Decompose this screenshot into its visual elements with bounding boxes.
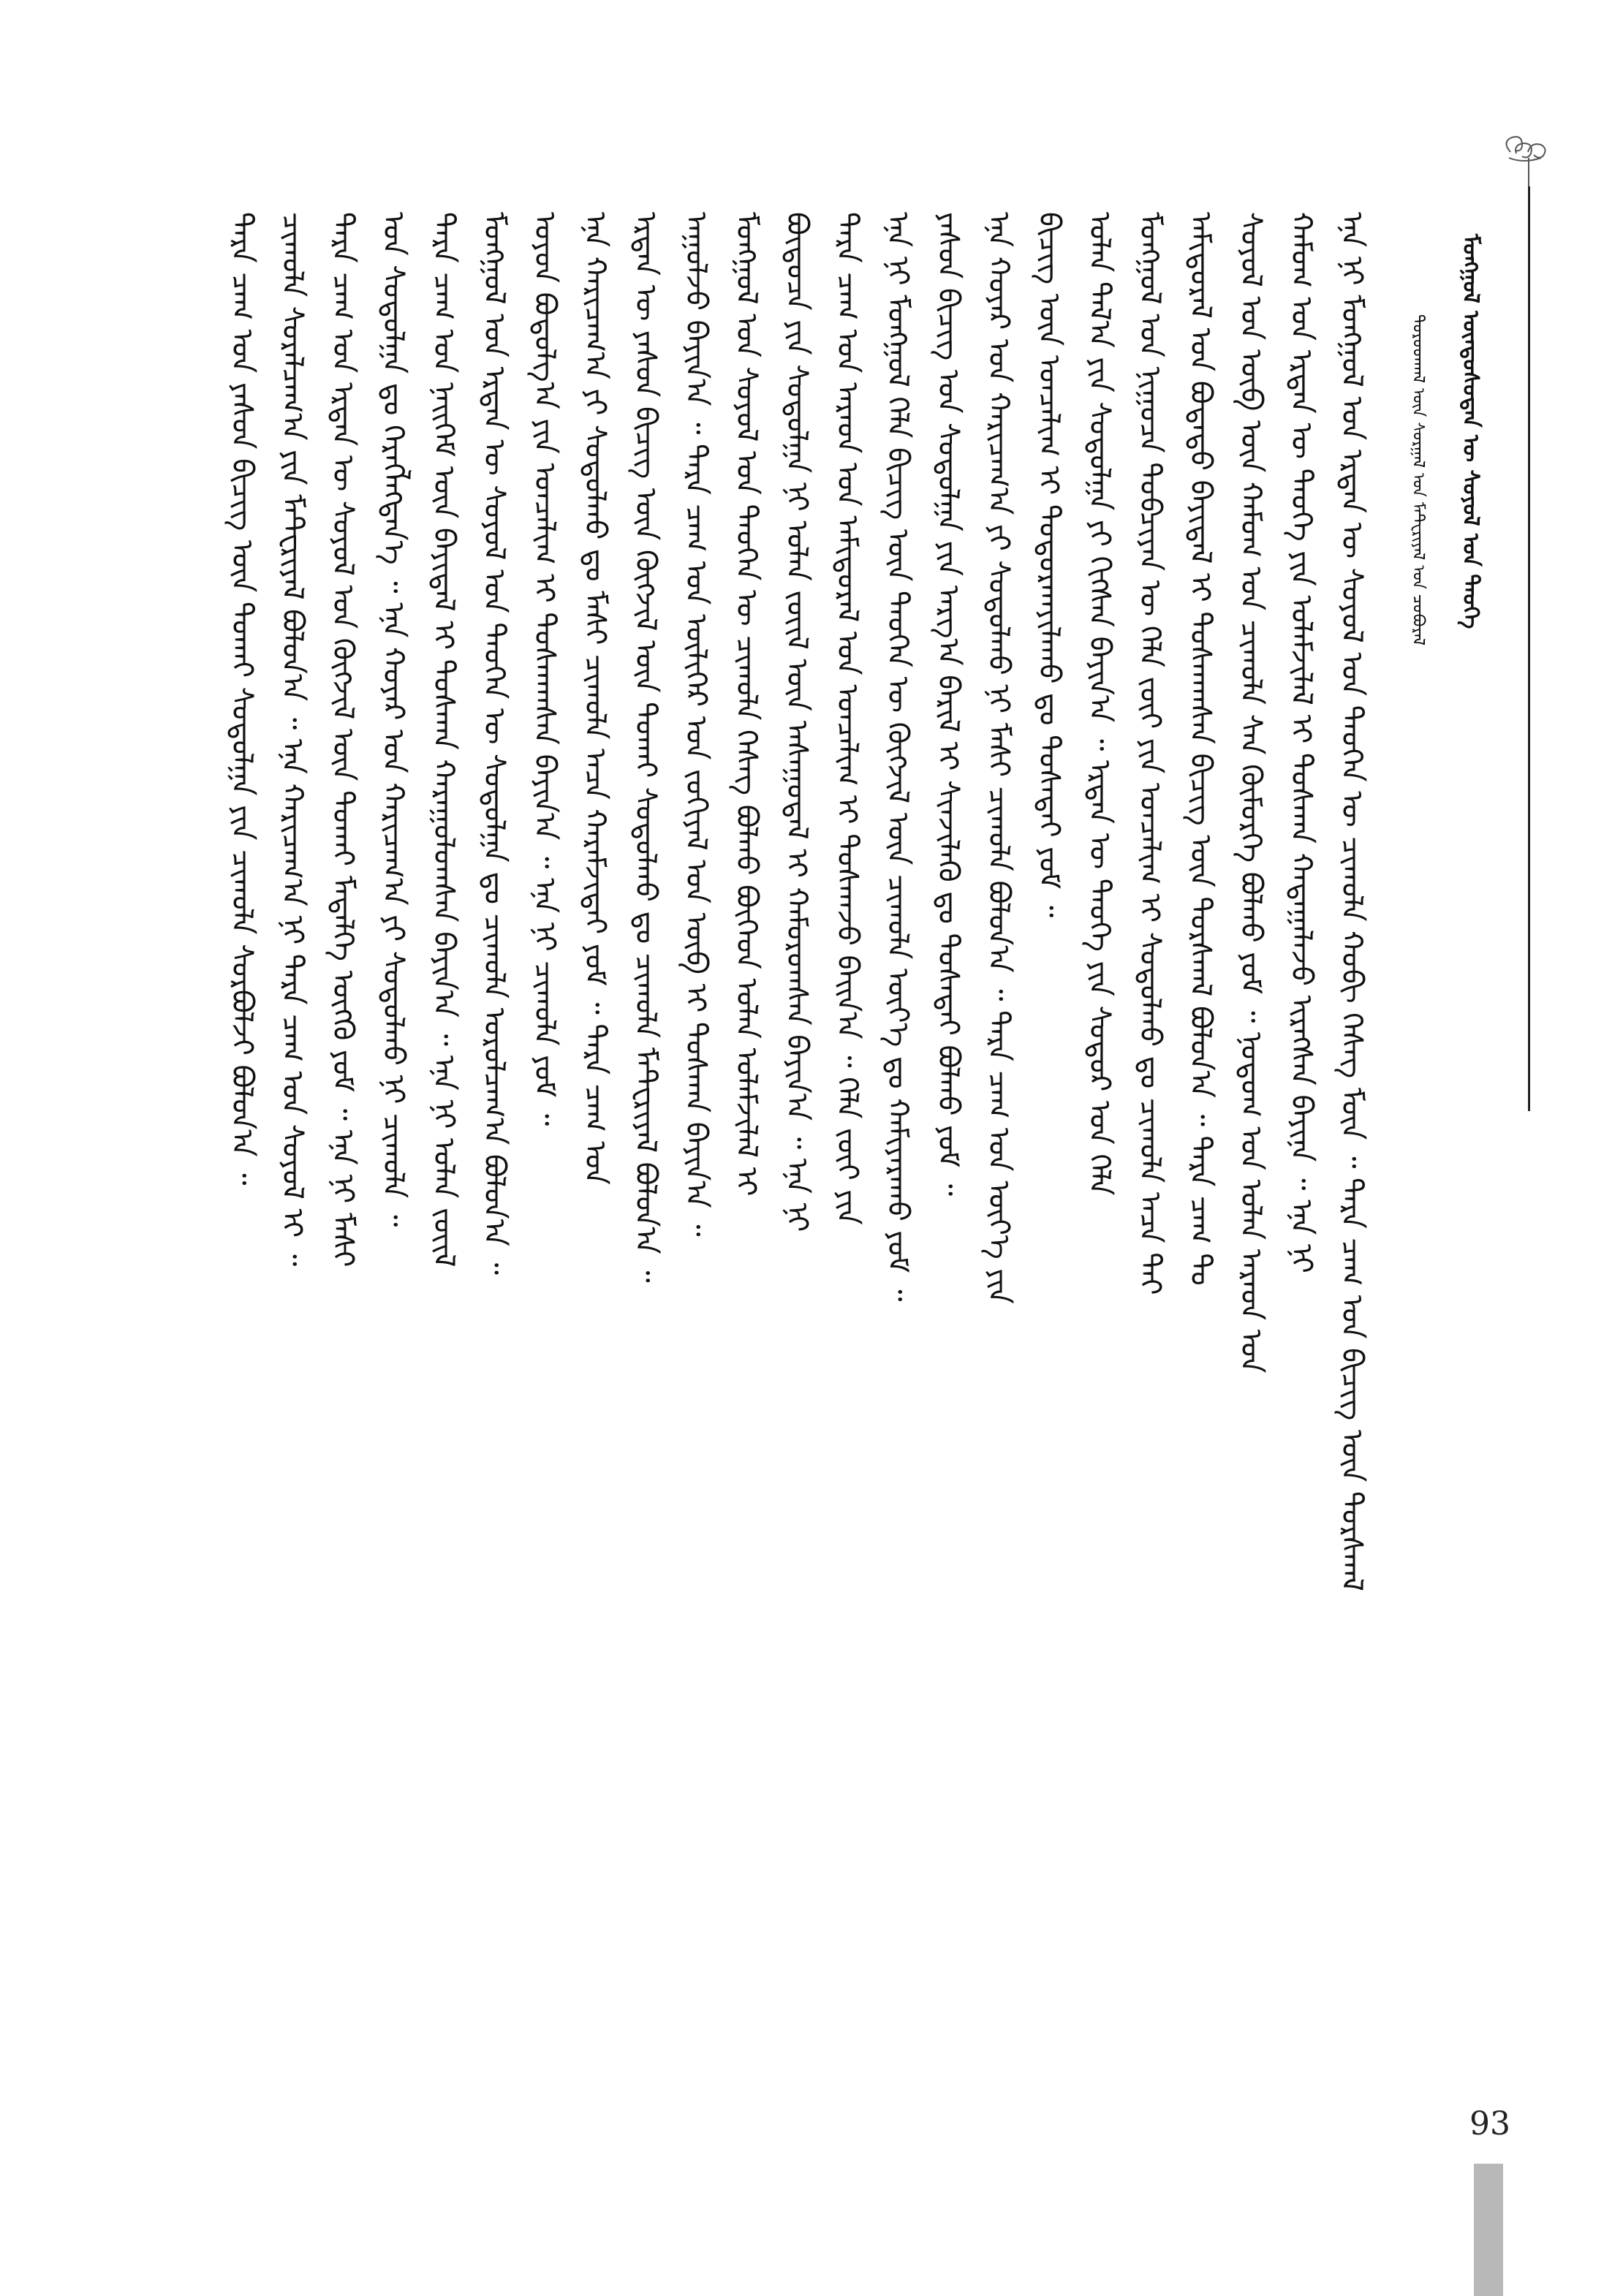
text-line: ᠠᠭᠤᠯᠵᠤ ᠪᠠᠶᠢᠨ᠎ᠠ ᠃ ᠲᠡᠷᠡ ᠴᠠᠭ ᠤᠨ ᠦᠯᠢᠭᠡᠷ ᠤᠨ ᠵᠣᠬᠢᠶᠠᠯ ᠤᠨ ᠥᠪ ᠢ ᠲᠤᠰᠬᠠᠨ ᠪᠠᠶᠢᠨ᠎ᠠ ᠃: [679, 212, 713, 1237]
text-line: ᠶᠠᠰᠤᠨ ᠪᠢᠴᠢᠭ ᠤᠨ ᠰᠤᠳᠤᠯᠭᠠ ᠶᠢᠨ ᠠᠷᠭ᠎ᠠ ᠪᠠᠷᠢᠯ ᠢ ᠰᠢᠨᠵᠢᠯᠡᠬᠦ ᠳᠤ ᠲᠤᠰᠠᠲᠠᠢ ᠪᠣᠯᠬᠤ ᠶᠤᠮ ᠃: [931, 212, 965, 1197]
text-line: ᠣᠯᠠᠨ ᠲᠠᠯ᠎ᠠ ᠶᠢᠨ ᠰᠤᠳᠤᠯᠭᠠ ᠶᠢ ᠬᠢᠭᠰᠡᠨ ᠪᠠᠶᠢᠨ᠎ᠠ ᠃ ᠡᠷᠲᠡᠨ ᠦ ᠲᠡᠦᠬᠡ ᠶᠢᠨ ᠰᠤᠳᠤᠷ ᠤᠨ ᠬᠡᠯᠡ: [1083, 212, 1116, 1196]
text-line: ᠲᠡᠷᠡ ᠴᠠᠭ ᠤᠨ ᠡᠷᠲᠡᠨ ᠦ ᠰᠣᠶᠣᠯ ᠤᠨ ᠬᠥᠭᠵᠢᠯ ᠦᠨ ᠲᠤᠬᠠᠢ ᠮᠡᠳᠡᠯᠭᠡ ᠥᠭᠬᠦ ᠶᠤᠮ ᠃ ᠡᠨᠡ ᠨᠢ ᠮᠠᠰᠢ: [326, 212, 360, 1268]
text-line: ᠡᠨᠡ ᠨᠢ ᠮᠣᠩᠭᠣᠯ ᠤᠨ ᠡᠷᠲᠡᠨ ᠦ ᠰᠣᠶᠣᠯ ᠤᠨ ᠲᠡᠦᠬᠡᠨ ᠦ ᠴᠢᠬᠤᠯᠠ ᠬᠤᠪᠢ ᠬᠡᠰᠡᠭ ᠮᠥᠨ ᠃ ᠲᠡᠷᠡ ᠴᠠᠭ ᠤᠨ ᠪᠢᠴᠢᠭ ᠦᠨ ᠳᠤᠷᠰᠬᠠᠯ: [1335, 212, 1369, 1591]
ornament-icon: [1488, 123, 1562, 189]
text-line: ᠴᠢᠬᠤᠯᠠ ᠰᠤᠷᠠᠯᠴᠠᠭ᠎ᠠ ᠶᠢᠨ ᠮᠠᠲᠧᠷᠢᠶᠠᠯ ᠪᠣᠯᠤᠨ᠎ᠠ ᠃ ᠡᠨᠡ ᠬᠠᠷᠢᠴᠠᠭ᠎ᠠ ᠨᠢ ᠲᠡᠷᠡ ᠴᠠᠭ ᠤᠨ ᠰᠣᠶᠣᠯ ᠢ ᠃: [276, 212, 309, 1267]
text-line: ᠣᠶᠤᠨ ᠪᠣᠳᠤᠯᠭ᠎ᠠ ᠶᠢᠨ ᠣᠨᠴᠠᠯᠢᠭ ᠢ ᠲᠤᠰᠬᠠᠭᠰᠠᠨ ᠪᠠᠶᠢᠨ᠎ᠠ ᠃ ᠡᠨᠡ ᠨᠢ ᠴᠢᠬᠤᠯᠠ ᠶᠤᠮ ᠃: [528, 212, 561, 1126]
text-line: ᠡᠨᠡ ᠬᠠᠷᠢᠴᠠᠭ᠎ᠠ ᠶᠢ ᠰᠤᠳᠤᠯᠬᠤ ᠳᠤ ᠮᠠᠰᠢ ᠴᠢᠬᠤᠯᠠ ᠠᠴᠠ ᠬᠠᠷᠠᠮᠵᠢᠲᠠᠢ ᠶᠤᠮ ᠃ ᠲᠡᠷᠡ ᠴᠠᠭ ᠤᠨ: [578, 212, 612, 1185]
running-header-subtitle: ᠳᠤᠷᠤᠳᠬᠠᠯ ᠦᠨ ᠰᠤᠷᠭᠠᠯ ᠤᠨ ᠮᠠᠲᠧᠷᠢᠶᠠᠯ ᠤᠨ ᠴᠤᠪᠤᠷᠠᠯ: [1409, 314, 1427, 645]
text-line: ᠲᠡᠷᠡ ᠴᠠᠭ ᠤᠨ ᠨᠡᠢᠭᠡᠮ ᠦᠨ ᠪᠠᠶᠢᠳᠠᠯ ᠢ ᠲᠤᠰᠬᠠᠨ ᠬᠠᠷᠠᠭᠤᠯᠤᠭᠰᠠᠨ ᠪᠠᠶᠢᠨ᠎ᠠ ᠃ ᠡᠨᠡ ᠨᠢ ᠣᠯᠠᠨ ᠵᠦᠢᠯ: [427, 212, 461, 1268]
side-tab: [1474, 2164, 1503, 2296]
header-rule: [1528, 186, 1530, 1111]
text-line: ᠪᠢᠴᠢᠭ ᠦᠨ ᠣᠨᠴᠠᠯᠢᠭ ᠢ ᠲᠣᠳᠣᠷᠬᠠᠶᠢᠯᠠᠬᠤ ᠳᠤ ᠲᠤᠰᠠᠲᠠᠢ ᠶᠤᠮ ᠃: [1032, 212, 1066, 918]
text-line: ᠲᠡᠷᠡ ᠴᠠᠭ ᠤᠨ ᠶᠠᠰᠤᠨ ᠪᠢᠴᠢᠭ ᠦᠨ ᠲᠤᠬᠠᠢ ᠰᠤᠳᠤᠯᠭᠠ ᠶᠢᠨ ᠴᠢᠬᠤᠯᠠ ᠰᠤᠷᠪᠤᠯᠵᠢ ᠪᠣᠯᠤᠨ᠎ᠠ ᠃: [225, 212, 259, 1186]
page-number: 93: [1469, 2105, 1510, 2142]
text-line: ᠠᠮᠢᠳᠤᠷᠠᠯ ᠤᠨ ᠪᠣᠳᠠᠲᠤ ᠪᠠᠶᠢᠳᠠᠯ ᠢ ᠲᠤᠰᠬᠠᠭᠰᠠᠨ ᠪᠢᠴᠢᠭ ᠦᠨ ᠳᠤᠷᠰᠬᠠᠯ ᠪᠣᠯᠤᠨ᠎ᠠ ᠃ ᠲᠡᠷᠡ ᠴᠠᠭ ᠲᠤ: [1184, 212, 1217, 1286]
text-line: ᠮᠣᠩᠭᠣᠯ ᠤᠨ ᠡᠷᠲᠡᠨ ᠦ ᠰᠣᠶᠣᠯ ᠤᠨ ᠲᠡᠦᠬᠡᠨ ᠦ ᠰᠤᠳᠤᠯᠭᠠ ᠳᠤ ᠴᠢᠬᠤᠯᠠ ᠣᠷᠤᠯᠴᠠᠭ᠎ᠠ ᠪᠣᠯᠤᠨ᠎ᠠ ᠃: [477, 212, 511, 1275]
text-line: ᠡᠨᠡ ᠨᠢ ᠮᠣᠩᠭᠣᠯ ᠬᠡᠯᠡ ᠪᠢᠴᠢᠭ ᠦᠨ ᠲᠡᠦᠬᠡᠨ ᠦ ᠬᠥᠭᠵᠢᠯ ᠦᠨ ᠴᠢᠬᠤᠯᠠ ᠦᠶ᠎ᠡ ᠳᠤ ᠬᠠᠮᠢᠶᠠᠷᠠᠬᠤ ᠶᠤᠮ ᠃: [881, 212, 915, 1302]
text-line: ᠤᠨ ᠰᠤᠳᠤᠯᠭᠠ ᠳᠤ ᠬᠡᠷᠡᠭᠯᠡᠭᠳᠡᠨ᠎ᠡ ᠃ ᠡᠨᠡ ᠬᠣᠶᠠᠷ ᠤᠨ ᠬᠠᠷᠢᠴᠠᠭ᠎ᠠ ᠶᠢ ᠰᠤᠳᠤᠯᠬᠤ ᠨᠢ ᠴᠢᠬᠤᠯᠠ ᠃: [377, 212, 410, 1227]
text-line: ᠪᠦᠲᠦᠴᠡ ᠶᠢᠨ ᠰᠤᠳᠤᠯᠭᠠ ᠨᠢ ᠣᠯᠠᠨ ᠵᠦᠢᠯ ᠦᠨ ᠠᠰᠠᠭᠤᠳᠠᠯ ᠢ ᠬᠠᠮᠤᠷᠤᠭᠰᠠᠨ ᠪᠠᠶᠢᠨ᠎ᠠ ᠃ ᠡᠨᠡ ᠨᠢ: [780, 212, 814, 1232]
text-line: ᠡᠨᠡ ᠬᠣᠶᠠᠷ ᠤᠨ ᠬᠠᠷᠢᠴᠠᠭ᠎ᠠ ᠶᠢ ᠰᠤᠳᠤᠯᠬᠤ ᠨᠢ ᠮᠠᠰᠢ ᠴᠢᠬᠤᠯᠠ ᠪᠣᠯᠤᠨ᠎ᠠ ᠃ ᠲᠡᠷᠡ ᠴᠠᠭ ᠤᠨ ᠦᠶ᠎ᠡ ᠶᠢᠨ: [982, 212, 1015, 1304]
text-line: ᠲᠡᠷᠡ ᠴᠠᠭ ᠤᠨ ᠠᠷᠠᠳ ᠤᠨ ᠠᠮᠢᠳᠤᠷᠠᠯ ᠤᠨ ᠣᠨᠴᠠᠯᠢᠭ ᠢ ᠲᠤᠰᠬᠠᠵᠤ ᠪᠠᠢᠨ᠎ᠠ ᠃ ᠬᠡᠯᠡ ᠵᠦᠢ ᠶᠢᠨ: [831, 212, 864, 1225]
text-line: ᠡᠷᠲᠡᠨ ᠦ ᠶᠠᠰᠤᠨ ᠪᠢᠴᠢᠭ ᠦᠨ ᠬᠥᠭᠵᠢᠯ ᠦᠨ ᠲᠤᠬᠠᠢ ᠰᠤᠳᠤᠯᠬᠤ ᠳᠤ ᠴᠢᠬᠤᠯᠠ ᠮᠠᠲᠧᠷᠢᠶᠠᠯ ᠪᠣᠯᠤᠨ᠎ᠠ ᠃: [629, 212, 662, 1283]
body-text: [172, 212, 1371, 2186]
text-line: ᠮᠣᠩᠭᠣᠯ ᠤᠨ ᠰᠣᠶᠣᠯ ᠤᠨ ᠲᠡᠦᠬᠡᠨ ᠦ ᠴᠢᠬᠤᠯᠠ ᠬᠡᠰᠡᠭ ᠪᠣᠯᠬᠤ ᠪᠥᠭᠡᠳ ᠣᠯᠠᠨ ᠤᠯᠠᠮᠵᠢᠯᠠᠯ ᠢ: [730, 212, 763, 1197]
text-line: ᠬᠠᠮᠤᠭ ᠤᠨ ᠡᠷᠲᠡᠨ ᠦ ᠲᠡᠦᠬᠡ ᠶᠢᠨ ᠤᠯᠠᠮᠵᠢᠯᠠᠯ ᠢ ᠲᠤᠰᠬᠠᠨ ᠬᠠᠳᠠᠭᠠᠯᠠᠵᠤ ᠢᠷᠡᠭᠰᠡᠨ ᠪᠠᠶᠢᠨᠠ ᠃ ᠡᠨᠡ ᠨᠢ: [1285, 212, 1318, 1273]
text-line: ᠮᠣᠩᠭᠣᠯ ᠤᠨ ᠨᠢᠭᠤᠴᠠ ᠲᠣᠪᠴᠢᠶᠠᠨ ᠦ ᠬᠡᠯᠡ ᠵᠦᠢ ᠶᠢᠨ ᠣᠨᠴᠠᠯᠢᠭ ᠢ ᠰᠤᠳᠤᠯᠬᠤ ᠳᠤ ᠴᠢᠬᠤᠯᠠ ᠠᠴᠠ ᠲᠠᠢ: [1133, 212, 1167, 1295]
running-header-title: ᠮᠣᠩᠭᠣᠯ ᠦᠨᠳᠦᠰᠦᠲᠡᠨ ᠦ ᠰᠣᠶᠣᠯ ᠤᠨ ᠲᠡᠦᠬᠡ: [1458, 234, 1483, 629]
text-line: ᠰᠣᠶᠣᠯ ᠤᠨ ᠥᠪ ᠦᠨ ᠬᠠᠮᠤᠭ ᠤᠨ ᠴᠢᠬᠤᠯᠠ ᠰᠠᠨ ᠬᠥᠮᠥᠷᠭᠡ ᠪᠣᠯᠬᠤ ᠶᠤᠮ ᠃ ᠨᠤᠲᠤᠭ ᠤᠨ ᠣᠯᠠᠨ ᠠᠷᠠᠳ ᠤᠨ: [1234, 212, 1268, 1374]
